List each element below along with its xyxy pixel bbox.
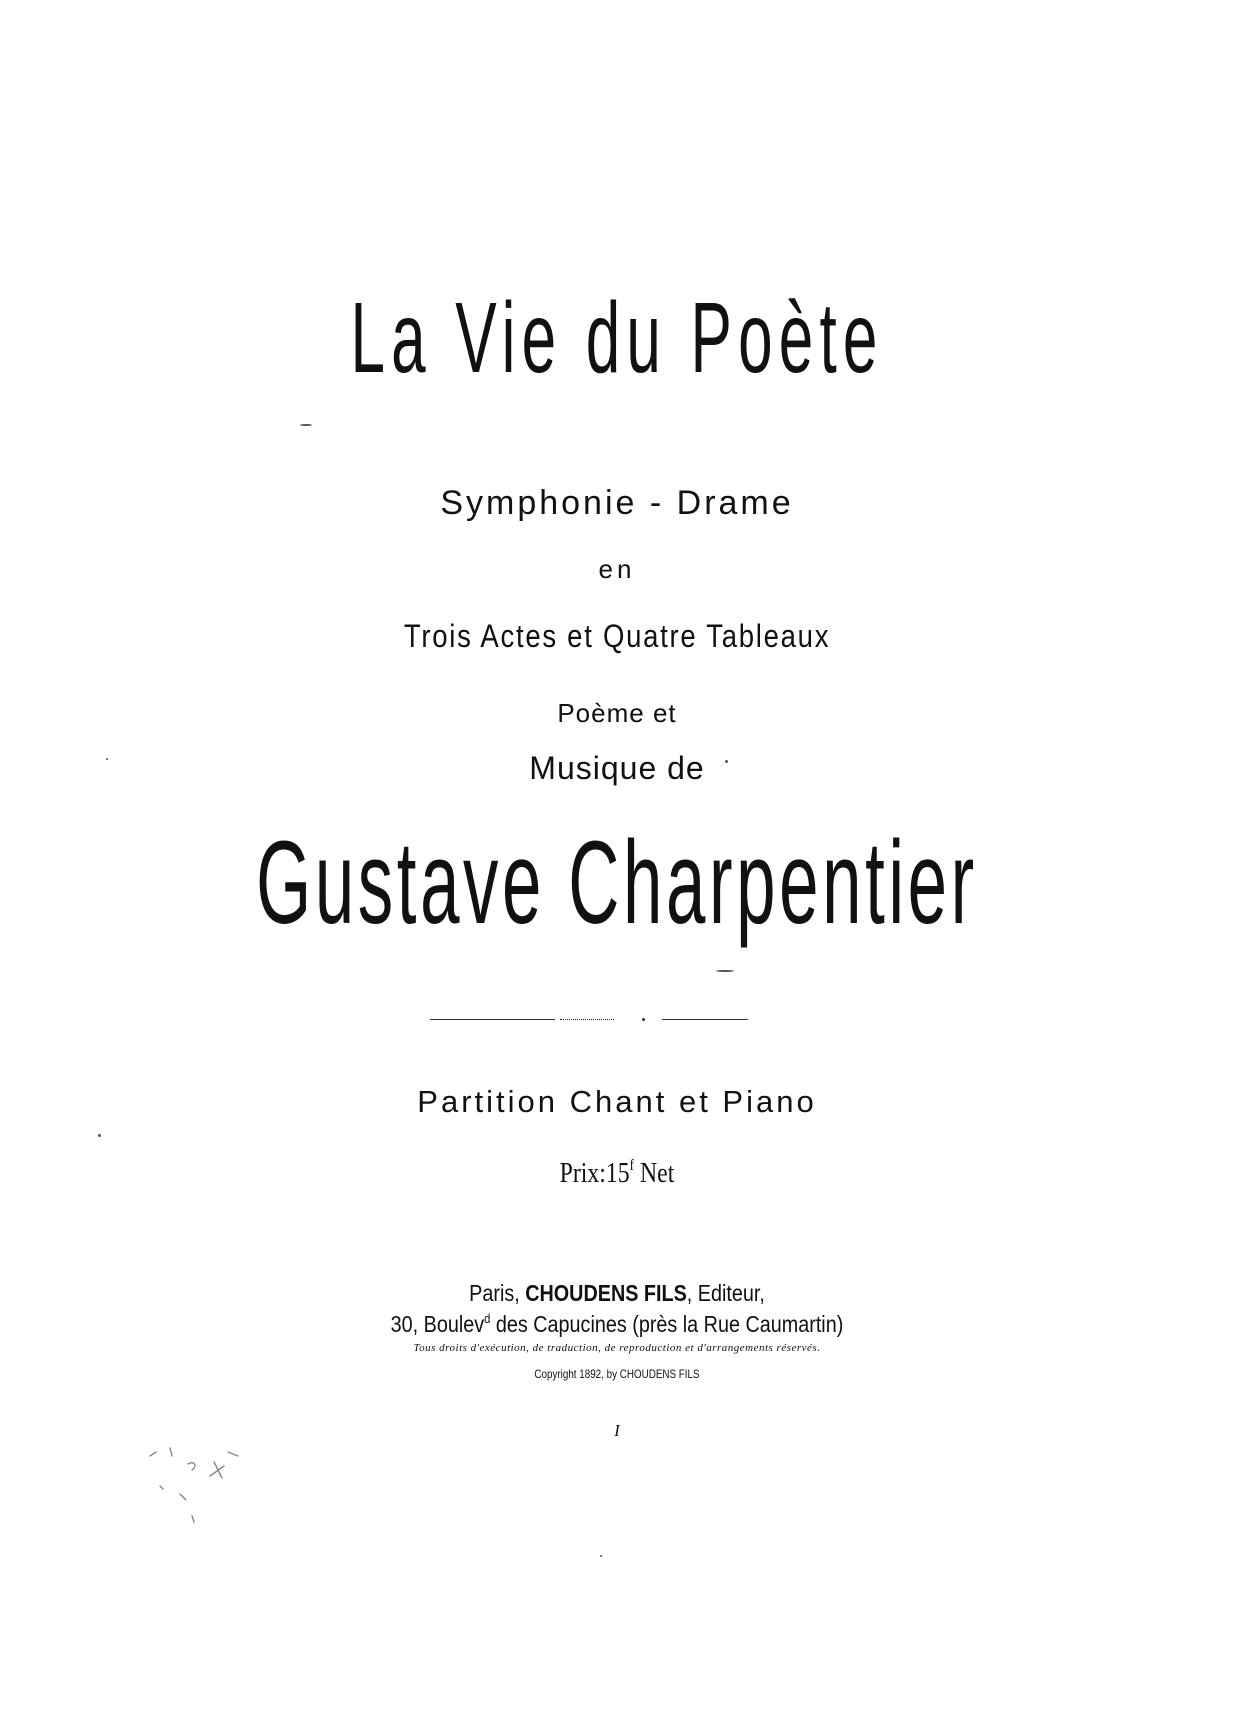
address-sup: d <box>484 1311 491 1326</box>
work-subtitle: Symphonie - Drame <box>440 484 794 522</box>
publisher-line <box>86 1282 1147 1305</box>
edition-type: Partition Chant et Piano <box>417 1084 817 1119</box>
scan-speck <box>98 1134 101 1137</box>
address-street: 30, Boulev <box>390 1311 485 1337</box>
publisher-role: , Editeur, <box>686 1280 765 1306</box>
address-rest: des Capucines (près la Rue Caumartin) <box>490 1311 844 1337</box>
divider-dash <box>662 1019 748 1020</box>
price-currency: f <box>629 1157 635 1174</box>
connector-en: en <box>598 554 636 584</box>
music-credit: Musique de <box>529 750 705 786</box>
composer-name: Gustave Charpentier <box>256 817 978 949</box>
scan-speck <box>725 760 728 763</box>
publisher-city: Paris, <box>469 1280 520 1306</box>
copyright-notice: Copyright 1892, by CHOUDENS FILS <box>534 1367 700 1381</box>
divider-dot <box>642 1018 645 1021</box>
divider-dotted <box>560 1019 614 1020</box>
scan-speck <box>716 970 734 972</box>
price <box>111 1158 1123 1188</box>
scan-speck <box>600 1555 602 1557</box>
plate-mark: I <box>614 1421 620 1440</box>
divider-dash <box>430 1019 555 1020</box>
rights-notice: Tous droits d'exécution, de traduction, de reproduction et d'arrangements réservés. <box>413 1342 821 1354</box>
publisher-address <box>86 1312 1147 1336</box>
library-stamp-marks <box>140 1436 260 1536</box>
scan-speck <box>106 758 108 760</box>
price-label: Prix:15 <box>559 1157 630 1189</box>
ornamental-divider <box>430 1017 750 1023</box>
poem-credit: Poème et <box>557 698 677 728</box>
publisher-name: CHOUDENS FILS <box>525 1280 687 1306</box>
acts-description: Trois Actes et Quatre Tableaux <box>403 618 831 654</box>
scan-speck <box>300 424 312 426</box>
work-title: La Vie du Poète <box>350 282 884 394</box>
price-net: Net <box>639 1157 675 1189</box>
